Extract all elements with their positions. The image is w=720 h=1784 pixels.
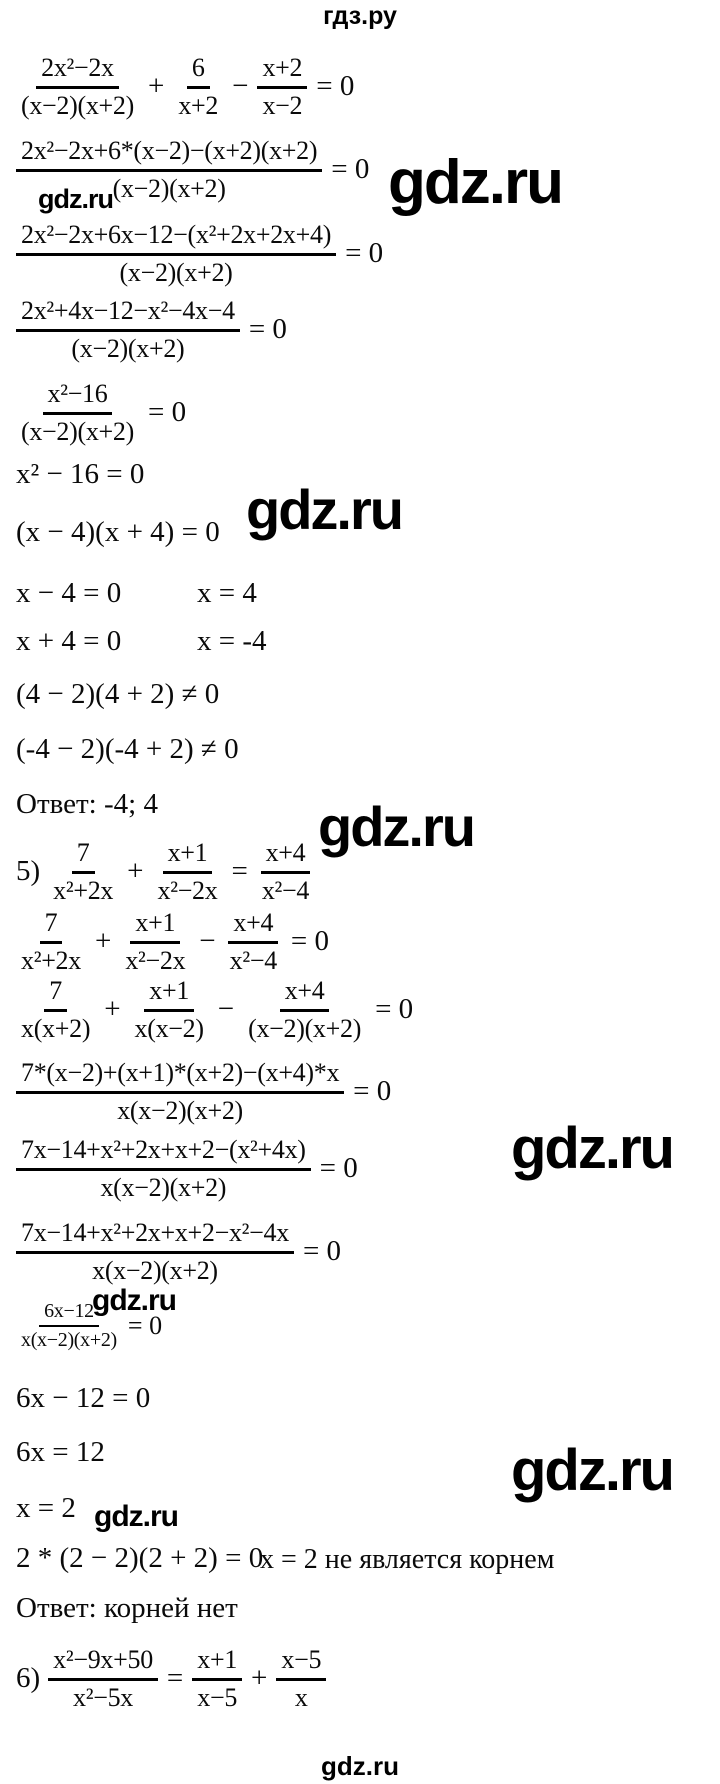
equation-text: (x − 4)(x + 4) = 0 <box>16 516 220 548</box>
fraction-numerator: x²−16 <box>43 379 113 415</box>
answer-text: Ответ: -4; 4 <box>16 788 158 820</box>
fraction-denominator: x²−2x <box>157 875 218 905</box>
fraction-denominator: x²+2x <box>53 875 114 905</box>
answer-line <box>16 1592 238 1625</box>
equation-line <box>16 296 287 364</box>
operator: + <box>251 1662 268 1695</box>
fraction-numerator: 2x²−2x <box>36 53 119 89</box>
fraction-numerator: 7x−14+x²+2x+x+2−x²−4x <box>16 1218 294 1254</box>
fraction <box>16 1135 311 1203</box>
equation-line <box>16 1382 150 1415</box>
gdz-watermark-large-3: gdz.ru <box>318 795 474 858</box>
equation-text: 2 * (2 − 2)(2 + 2) = 0 <box>16 1542 264 1574</box>
equation-line <box>16 53 354 121</box>
fraction <box>16 53 139 121</box>
fraction-numerator: 7*(x−2)+(x+1)*(x+2)−(x+4)*x <box>16 1058 344 1094</box>
equation-text: 6x = 12 <box>16 1436 105 1468</box>
operator: − <box>199 925 216 958</box>
fraction-numerator: 6x−12 <box>39 1300 99 1327</box>
equation-line <box>16 838 314 906</box>
fraction <box>173 53 223 121</box>
equation-tail: = 0 <box>290 925 330 958</box>
equation-line <box>16 516 220 549</box>
equation-line <box>16 976 413 1044</box>
fraction-denominator: x²+2x <box>21 945 81 975</box>
equation-text: 6x − 12 = 0 <box>16 1382 151 1414</box>
operator: = <box>231 855 248 888</box>
gdz-watermark-small-1: gdz.ru <box>38 184 113 214</box>
site-brand-header: гдз.ру <box>323 2 397 30</box>
equation-line <box>16 577 121 610</box>
gdz-watermark-large-4: gdz.ru <box>511 1116 673 1181</box>
fraction-numerator: 2x²−2x+6*(x−2)−(x+2)(x+2) <box>16 136 322 172</box>
equation-text: x = 2 не является корнем <box>260 1544 555 1575</box>
equation-tail: = 0 <box>127 1311 163 1341</box>
fraction-numerator: 7 <box>40 908 63 944</box>
fraction-denominator: (x−2)(x+2) <box>119 257 233 287</box>
fraction <box>16 220 336 288</box>
equation-tail: = 0 <box>331 153 370 186</box>
fraction-numerator: x²−9x+50 <box>48 1645 158 1681</box>
fraction-numerator: x+1 <box>130 908 180 944</box>
fraction-numerator: x+2 <box>257 53 307 89</box>
equation-text: x − 4 = 0 <box>16 577 122 609</box>
fraction-denominator: x(x+2) <box>21 1013 91 1043</box>
equation-line <box>16 1135 358 1203</box>
fraction <box>153 838 223 906</box>
equation-line <box>197 577 257 610</box>
equation-text: x = -4 <box>197 625 267 657</box>
equation-text: x = 4 <box>197 577 257 609</box>
fraction-numerator: x−5 <box>276 1645 326 1681</box>
fraction <box>16 976 95 1044</box>
comment-text <box>260 1544 554 1576</box>
fraction-numerator: 7x−14+x²+2x+x+2−(x²+4x) <box>16 1135 311 1171</box>
fraction <box>48 1645 158 1713</box>
fraction-denominator: (x−2)(x+2) <box>21 90 134 120</box>
equation-tail: = 0 <box>375 993 414 1026</box>
operator: + <box>104 993 121 1026</box>
fraction-denominator: x+2 <box>178 90 219 120</box>
fraction-numerator: 6 <box>187 53 210 89</box>
equation-line <box>197 625 267 658</box>
fraction-numerator: 7 <box>44 976 67 1012</box>
gdz-watermark-small-2: gdz.ru <box>92 1284 176 1317</box>
fraction-numerator: x+1 <box>144 976 194 1012</box>
answer-line <box>16 788 158 821</box>
fraction-denominator: x²−5x <box>73 1682 134 1712</box>
fraction <box>130 976 209 1044</box>
operator: − <box>217 993 235 1026</box>
fraction <box>243 976 366 1044</box>
fraction-denominator: (x−2)(x+2) <box>71 333 185 363</box>
operator: = <box>166 1662 184 1695</box>
equation-tail: = 0 <box>302 1235 342 1268</box>
fraction-numerator: x+4 <box>261 838 311 874</box>
fraction-denominator: x²−2x <box>125 945 186 975</box>
equation-tail: = 0 <box>319 1152 358 1185</box>
equation-line <box>16 1218 341 1286</box>
answer-text: Ответ: корней нет <box>16 1592 238 1624</box>
item-label: 5) <box>16 855 41 888</box>
equation-tail: = 0 <box>353 1075 392 1108</box>
equation-line <box>16 1542 263 1575</box>
item-label: 6) <box>16 1662 41 1695</box>
equation-tail: = 0 <box>316 70 355 103</box>
gdz-watermark-small-3: gdz.ru <box>94 1500 178 1533</box>
fraction-denominator: x <box>294 1682 308 1712</box>
fraction-denominator: x−5 <box>197 1682 238 1712</box>
fraction <box>192 1645 242 1713</box>
site-brand-footer: gdz.ru <box>321 1751 399 1781</box>
equation-line <box>16 1492 76 1525</box>
gdz-watermark-large-1: gdz.ru <box>388 148 562 217</box>
equation-line <box>16 1436 105 1469</box>
fraction-denominator: x(x−2) <box>134 1013 204 1043</box>
fraction <box>257 838 314 906</box>
fraction-denominator: x(x−2)(x+2) <box>92 1255 218 1285</box>
fraction <box>16 1058 344 1126</box>
fraction-numerator: x+4 <box>228 908 278 944</box>
fraction-numerator: x+1 <box>192 1645 242 1681</box>
fraction-numerator: 2x²+4x−12−x²−4x−4 <box>16 296 240 332</box>
fraction-denominator: x−2 <box>262 90 303 120</box>
fraction <box>48 838 118 906</box>
fraction-denominator: x(x−2)(x+2) <box>100 1172 227 1202</box>
fraction-denominator: x²−4 <box>229 945 277 975</box>
operator: + <box>127 855 144 888</box>
equation-tail: = 0 <box>147 396 187 429</box>
equation-line <box>16 733 239 766</box>
operator: + <box>94 925 112 958</box>
equation-line <box>16 379 186 447</box>
equation-tail: = 0 <box>345 237 384 270</box>
gdz-watermark-large-2: gdz.ru <box>246 478 402 541</box>
fraction <box>16 1218 294 1286</box>
equation-line <box>16 1058 391 1126</box>
equation-line <box>16 458 144 491</box>
fraction-denominator: x²−4 <box>261 875 310 905</box>
equation-tail: = 0 <box>248 313 287 346</box>
operator: − <box>232 70 249 103</box>
fraction <box>16 908 86 976</box>
fraction-numerator: 2x²−2x+6x−12−(x²+2x+2x+4) <box>16 220 336 256</box>
equation-text: x + 4 = 0 <box>16 625 122 657</box>
equation-line <box>16 220 383 288</box>
fraction <box>120 908 190 976</box>
fraction <box>276 1645 326 1713</box>
equation-line <box>16 908 329 976</box>
fraction-denominator: x(x−2)(x+2) <box>117 1095 243 1125</box>
fraction-numerator: 7 <box>72 838 95 874</box>
fraction-denominator: (x−2)(x+2) <box>21 416 134 446</box>
equation-line <box>16 625 121 658</box>
fraction-numerator: x+1 <box>163 838 213 874</box>
equation-text: (-4 − 2)(-4 + 2) ≠ 0 <box>16 733 239 765</box>
fraction <box>257 53 307 121</box>
fraction-denominator: (x−2)(x+2) <box>112 173 226 203</box>
fraction <box>16 296 240 364</box>
fraction-numerator: x+4 <box>280 976 330 1012</box>
operator: + <box>147 70 165 103</box>
equation-text: (4 − 2)(4 + 2) ≠ 0 <box>16 678 220 710</box>
fraction-denominator: (x−2)(x+2) <box>248 1013 362 1043</box>
fraction-denominator: x(x−2)(x+2) <box>21 1329 117 1351</box>
gdz-watermark-large-5: gdz.ru <box>511 1438 673 1503</box>
equation-line <box>16 1645 326 1713</box>
equation-text: x² − 16 = 0 <box>16 458 145 490</box>
equation-text: x = 2 <box>16 1492 76 1524</box>
equation-line <box>16 678 219 711</box>
fraction <box>225 908 282 976</box>
fraction <box>16 379 139 447</box>
